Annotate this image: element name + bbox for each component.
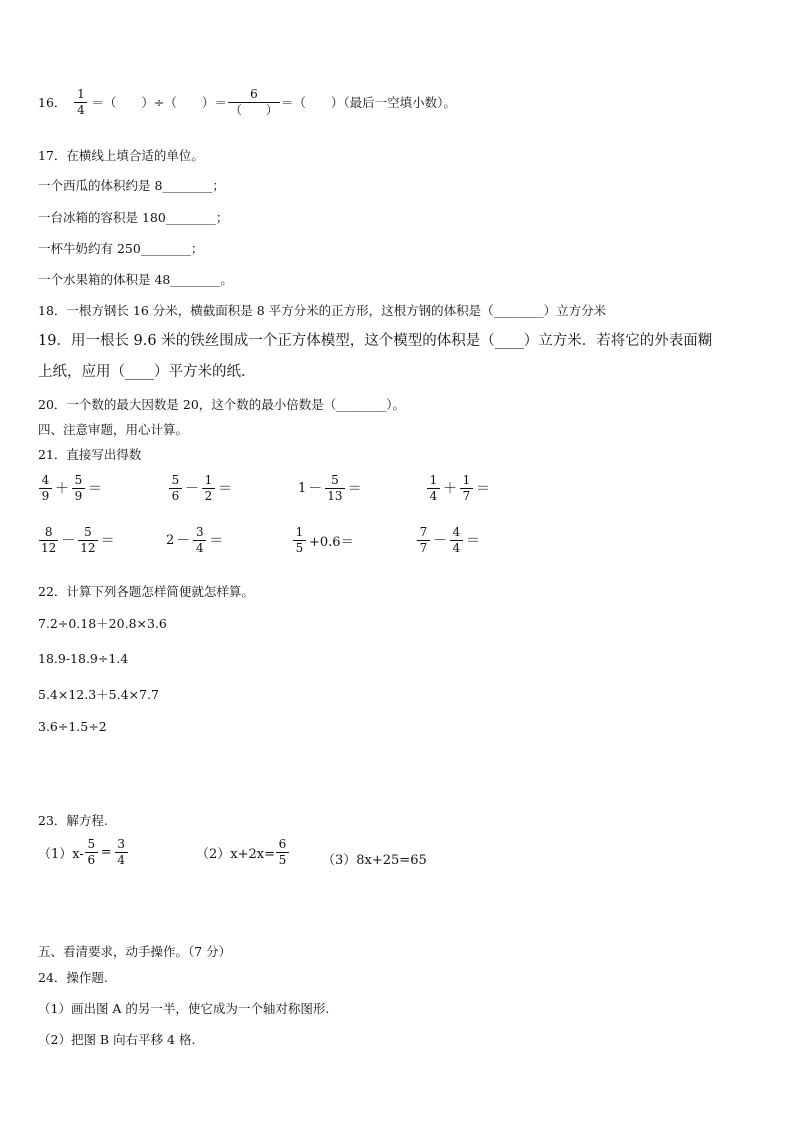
question-17-title: 17．在横线上填合适的单位。 xyxy=(38,148,204,163)
fraction: $\frac{1}{4}$ xyxy=(74,88,87,116)
calc-item: $\frac{7}{7}$ － $\frac{4}{4}$ ＝ xyxy=(416,526,482,554)
calc-item: 1 － $\frac{5}{13}$ ＝ xyxy=(298,473,362,503)
section-4-heading: 四、注意审题，用心计算。 xyxy=(38,422,189,437)
question-21-title: 21．直接写出得数 xyxy=(38,447,142,462)
calc-item: $\frac{5}{6}$ － $\frac{1}{2}$ ＝ xyxy=(168,474,234,502)
calc-item: $\frac{8}{12}$ － $\frac{5}{12}$ ＝ xyxy=(41,525,115,555)
fraction: $\frac{6}{( )}$ xyxy=(229,87,278,117)
question-18: 18．一根方钢长 16 分米，横截面积是 8 平方分米的正方形，这根方钢的体积是（________）立方分米 xyxy=(38,303,607,318)
equation-3: （3）8x+25=65 xyxy=(322,853,427,868)
question-17-line: 一个西瓜的体积约是 8________； xyxy=(38,178,225,193)
calc-item: $\frac{4}{9}$ ＋ $\frac{5}{9}$ ＝ xyxy=(38,474,104,502)
question-24-title: 24．操作题. xyxy=(38,970,108,985)
question-16: 16． $\frac{1}{4}$ ＝（ ）÷（ ）＝ $\frac{6}{( )}$ ＝（ ）（最后一空填小数）。 xyxy=(38,87,456,117)
calc-expression: 7.2÷0.18＋20.8×3.6 xyxy=(38,616,167,631)
equation-1: （1）x- $\frac{5}{6}$ = $\frac{3}{4}$ xyxy=(38,838,129,866)
calc-expression: 18.9-18.9÷1.4 xyxy=(38,651,129,666)
question-19-line2: 上纸，应用（____）平方米的纸． xyxy=(38,364,256,380)
question-17-line: 一杯牛奶约有 250________； xyxy=(38,241,204,256)
question-24-part-1: （1）画出图 A 的另一半，使它成为一个轴对称图形. xyxy=(38,1001,330,1016)
question-17-line: 一台冰箱的容积是 180________； xyxy=(38,210,229,225)
calc-expression: 5.4×12.3＋5.4×7.7 xyxy=(38,687,159,702)
question-17-line: 一个水果箱的体积是 48________。 xyxy=(38,272,233,287)
calc-item: $\frac{1}{4}$ ＋ $\frac{1}{7}$ ＝ xyxy=(426,474,492,502)
calc-expression: 3.6÷1.5÷2 xyxy=(38,719,107,734)
equation-2: （2）x+2x= $\frac{6}{5}$ xyxy=(196,838,290,866)
section-5-heading: 五、看清要求，动手操作。（7 分） xyxy=(38,944,232,959)
question-19-line1: 19．用一根长 9.6 米的铁丝围成一个正方体模型，这个模型的体积是（____）立方米．若将它的外表面糊 xyxy=(38,333,713,349)
calc-item: $\frac{1}{5}$ +0.6＝ xyxy=(292,526,354,554)
question-23-title: 23．解方程. xyxy=(38,813,108,828)
question-20: 20．一个数的最大因数是 20，这个数的最小倍数是（________）。 xyxy=(38,397,406,412)
question-24-part-2: （2）把图 B 向右平移 4 格. xyxy=(38,1032,196,1047)
calc-item: 2 － $\frac{3}{4}$ ＝ xyxy=(166,525,224,555)
question-22-title: 22．计算下列各题怎样简便就怎样算。 xyxy=(38,584,254,599)
